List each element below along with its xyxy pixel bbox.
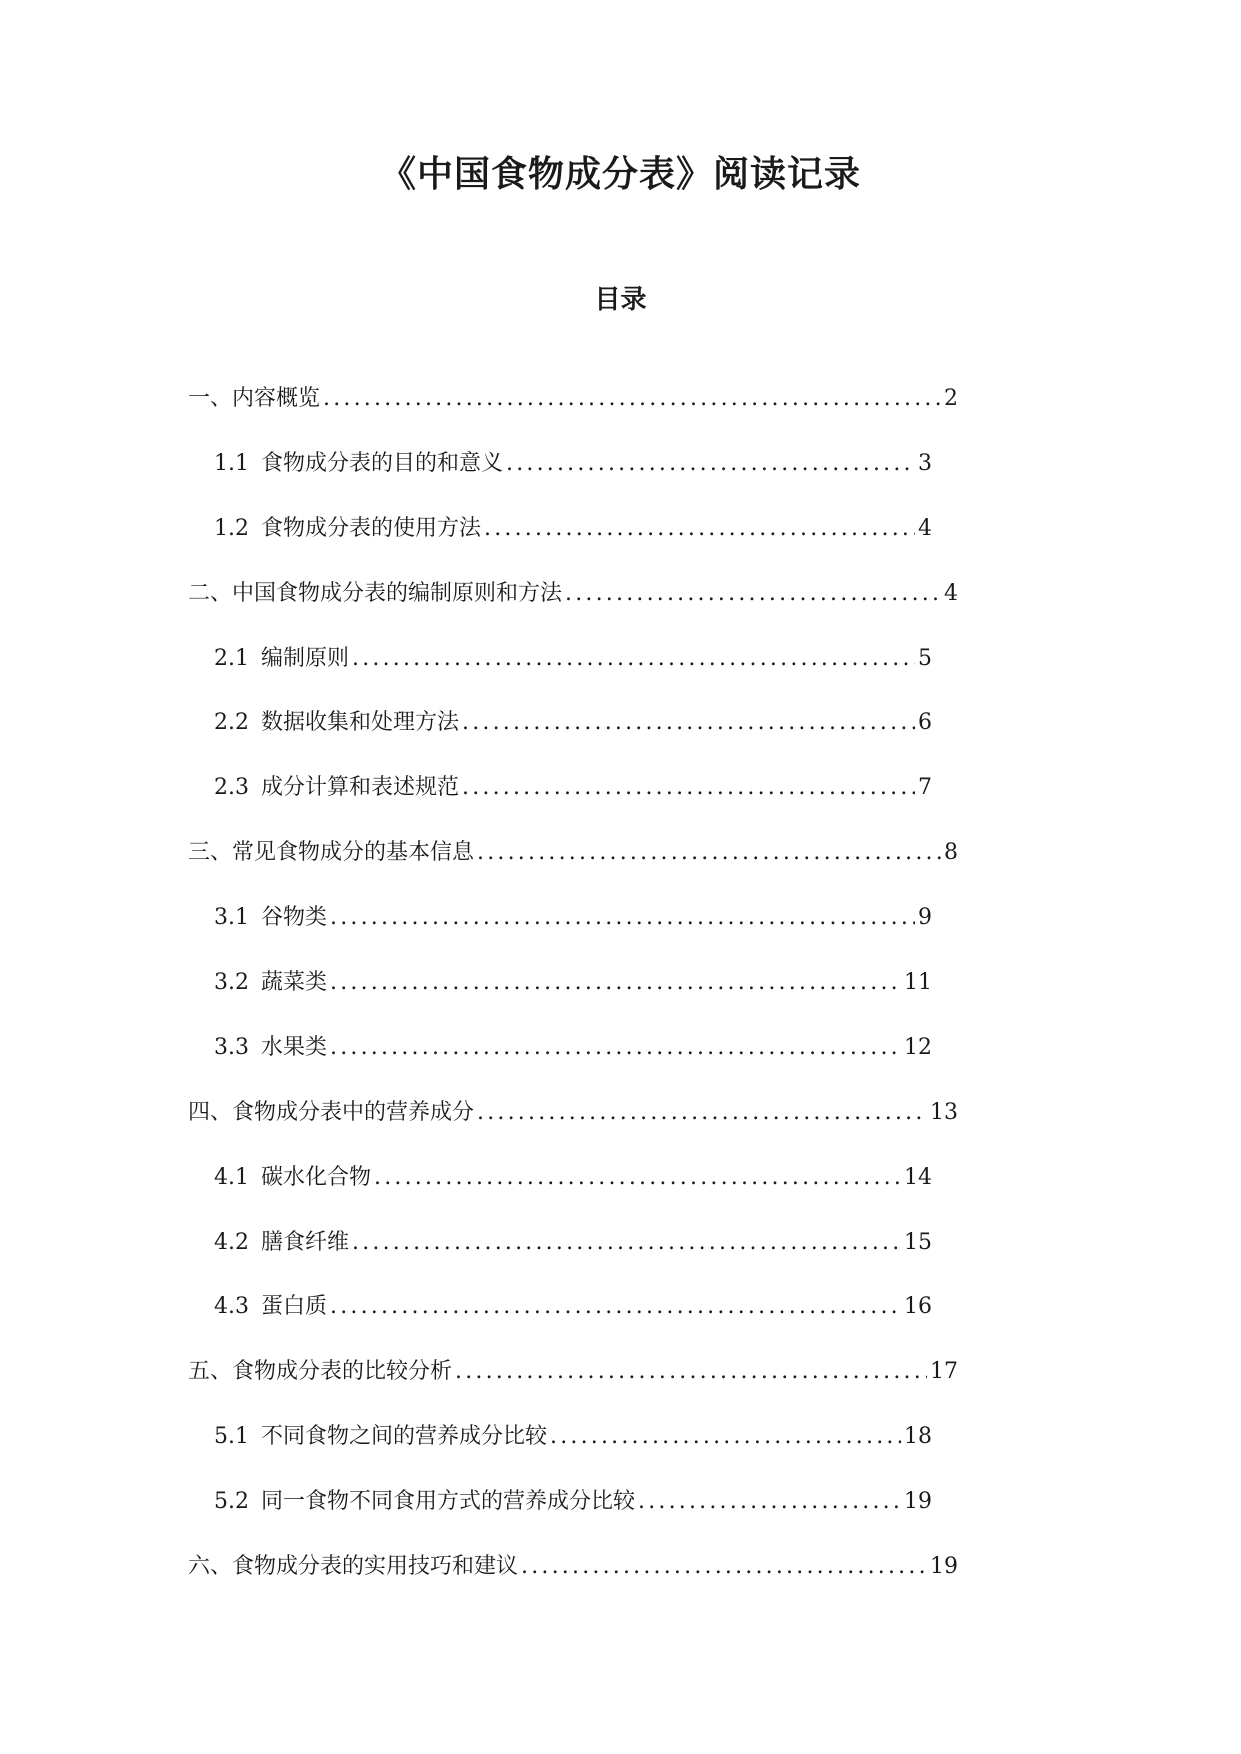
toc-page-number: 13 <box>930 1099 958 1125</box>
toc-dot-leader <box>352 644 915 674</box>
toc-entry-title: 食物成分表的目的和意义 <box>261 450 504 476</box>
toc-entry-number: 3.3 <box>214 1034 249 1060</box>
toc-entry-label <box>188 579 562 609</box>
toc-entry-number: 4.1 <box>214 1164 249 1190</box>
toc-entry-number: 四、 <box>188 1099 233 1125</box>
toc-entry-label <box>214 1163 371 1193</box>
table-of-contents <box>188 384 958 1617</box>
toc-entry[interactable] <box>188 903 932 968</box>
toc-entry[interactable] <box>188 838 958 903</box>
toc-page-number: 16 <box>904 1294 932 1320</box>
toc-entry-label <box>214 644 349 674</box>
toc-entry[interactable] <box>188 644 932 709</box>
toc-entry[interactable] <box>188 708 932 773</box>
toc-entry-label <box>188 838 474 868</box>
toc-entry-label <box>214 514 481 544</box>
toc-entry-number: 1.1 <box>214 450 249 476</box>
toc-page-number: 2 <box>944 386 958 411</box>
toc-page-number: 18 <box>904 1424 932 1450</box>
toc-entry-title: 食物成分表的使用方法 <box>261 515 482 541</box>
toc-dot-leader <box>477 1098 927 1128</box>
toc-entry-number: 二、 <box>188 580 233 606</box>
toc-dot-leader <box>477 838 941 868</box>
toc-entry-title: 食物成分表的实用技巧和建议 <box>232 1554 519 1580</box>
toc-entry-label <box>188 1357 452 1387</box>
toc-page-number: 8 <box>944 840 958 866</box>
toc-entry-title: 中国食物成分表的编制原则和方法 <box>232 580 563 606</box>
toc-entry-title: 数据收集和处理方法 <box>261 710 460 736</box>
toc-dot-leader <box>462 708 915 738</box>
toc-entry-number: 5.2 <box>214 1489 249 1515</box>
toc-entry-title: 内容概览 <box>232 386 321 411</box>
toc-dot-leader <box>374 1163 901 1193</box>
toc-dot-leader <box>330 1033 901 1063</box>
toc-entry-label <box>214 903 327 933</box>
toc-dot-leader <box>462 773 915 803</box>
toc-entry-label <box>188 1552 518 1582</box>
toc-dot-leader <box>330 968 901 998</box>
toc-dot-leader <box>455 1357 927 1387</box>
toc-entry[interactable] <box>188 1033 932 1098</box>
toc-dot-leader <box>323 384 941 414</box>
toc-dot-leader <box>506 449 915 479</box>
toc-entry[interactable] <box>188 1357 958 1422</box>
toc-entry-title: 蛋白质 <box>261 1294 328 1320</box>
toc-entry-label <box>188 1098 474 1128</box>
toc-dot-leader <box>521 1552 927 1582</box>
toc-entry-number: 六、 <box>188 1554 233 1580</box>
toc-entry-title: 同一食物不同食用方式的营养成分比较 <box>261 1489 636 1515</box>
toc-entry[interactable] <box>188 1098 958 1163</box>
toc-entry-number: 1.2 <box>214 515 249 541</box>
toc-entry-title: 不同食物之间的营养成分比较 <box>261 1424 548 1450</box>
toc-page-number: 19 <box>930 1554 958 1580</box>
toc-entry-number: 2.1 <box>214 645 249 671</box>
toc-dot-leader <box>352 1228 901 1258</box>
toc-page-number: 7 <box>918 775 932 801</box>
toc-entry-title: 谷物类 <box>261 905 328 931</box>
toc-entry-title: 膳食纤维 <box>261 1229 350 1255</box>
toc-entry-label <box>188 384 320 414</box>
toc-entry[interactable] <box>188 449 932 514</box>
toc-entry[interactable] <box>188 968 932 1033</box>
toc-entry-label <box>214 968 327 998</box>
toc-entry-title: 水果类 <box>261 1034 328 1060</box>
toc-entry[interactable] <box>188 1422 932 1487</box>
toc-dot-leader <box>565 579 941 609</box>
toc-entry-label <box>214 1228 349 1258</box>
toc-entry-title: 蔬菜类 <box>261 970 328 996</box>
toc-dot-leader <box>330 903 915 933</box>
toc-entry-label <box>214 773 459 803</box>
toc-page-number: 6 <box>918 710 932 736</box>
toc-entry-number: 2.2 <box>214 710 249 736</box>
toc-entry-label <box>214 1033 327 1063</box>
toc-entry-number: 2.3 <box>214 775 249 801</box>
toc-entry-number: 三、 <box>188 840 233 866</box>
toc-entry-number: 3.2 <box>214 970 249 996</box>
toc-entry-title: 常见食物成分的基本信息 <box>232 840 475 866</box>
toc-entry[interactable] <box>188 1487 932 1552</box>
toc-page-number: 15 <box>904 1229 932 1255</box>
toc-page-number: 17 <box>930 1359 958 1385</box>
toc-dot-leader <box>638 1487 901 1517</box>
toc-entry[interactable] <box>188 1163 932 1228</box>
toc-page-number: 11 <box>904 970 932 996</box>
toc-entry-number: 4.2 <box>214 1229 249 1255</box>
toc-page-number: 4 <box>944 580 958 606</box>
toc-page-number: 3 <box>918 450 932 476</box>
document-title: 《中国食物成分表》阅读记录 <box>379 154 861 195</box>
toc-entry-title: 碳水化合物 <box>261 1164 372 1190</box>
toc-dot-leader <box>484 514 915 544</box>
toc-dot-leader <box>330 1292 901 1322</box>
toc-entry-number: 5.1 <box>214 1424 249 1450</box>
toc-entry-label <box>214 708 459 738</box>
toc-page-number: 9 <box>918 905 932 931</box>
toc-entry[interactable] <box>188 773 932 838</box>
toc-entry[interactable] <box>188 384 958 449</box>
toc-entry-label <box>214 1487 635 1517</box>
toc-page-number: 12 <box>904 1034 932 1060</box>
toc-entry-title: 编制原则 <box>261 645 350 671</box>
toc-page-number: 5 <box>918 645 932 671</box>
toc-page-number: 19 <box>904 1489 932 1515</box>
toc-entry-label <box>214 1292 327 1322</box>
toc-heading: 目录 <box>594 285 647 315</box>
toc-entry-label <box>214 449 503 479</box>
toc-entry[interactable] <box>188 579 958 644</box>
toc-entry[interactable] <box>188 1292 932 1357</box>
toc-dot-leader <box>550 1422 901 1452</box>
toc-entry[interactable] <box>188 1228 932 1293</box>
toc-entry-title: 食物成分表中的营养成分 <box>232 1099 475 1125</box>
toc-entry-label <box>214 1422 547 1452</box>
toc-entry-number: 3.1 <box>214 905 249 931</box>
toc-entry-number: 4.3 <box>214 1294 249 1320</box>
toc-entry-title: 成分计算和表述规范 <box>261 775 460 801</box>
toc-entry-title: 食物成分表的比较分析 <box>232 1359 453 1385</box>
toc-page-number: 4 <box>918 515 932 541</box>
toc-entry-number: 五、 <box>188 1359 233 1385</box>
toc-entry[interactable] <box>188 514 932 579</box>
toc-entry[interactable] <box>188 1552 958 1617</box>
toc-entry-number: 一、 <box>188 386 233 411</box>
toc-page-number: 14 <box>904 1164 932 1190</box>
